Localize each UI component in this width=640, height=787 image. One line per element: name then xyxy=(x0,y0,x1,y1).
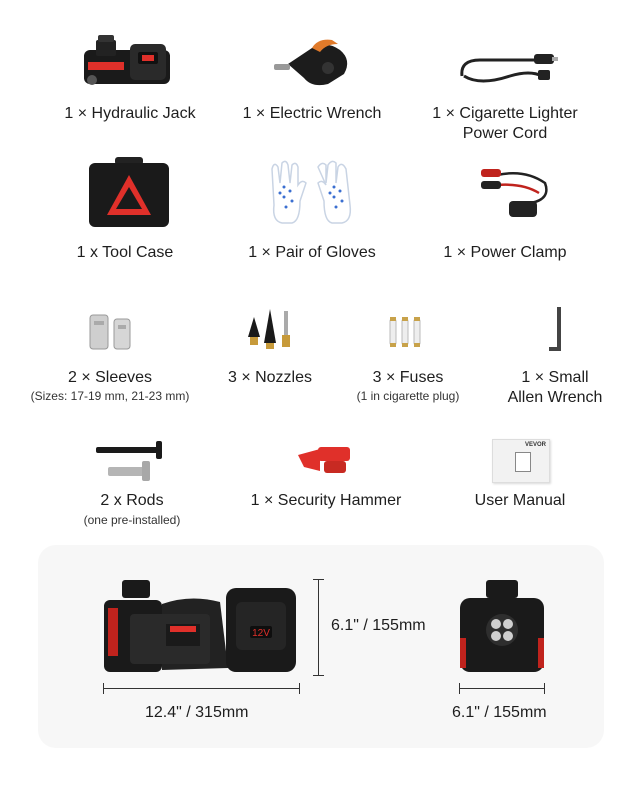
height-tick-bottom xyxy=(313,675,324,676)
electric-wrench-icon xyxy=(268,34,358,92)
width-dimension-line xyxy=(459,688,545,689)
user-manual-icon xyxy=(492,439,550,483)
item-hydraulic-jack xyxy=(40,28,220,128)
sleeves-icon xyxy=(88,311,134,353)
item-gloves xyxy=(222,155,402,265)
item-label: 1 x Tool Case xyxy=(76,244,174,261)
item-power-clamp xyxy=(415,155,595,265)
item-label: 1 × Cigarette Lighter xyxy=(432,105,578,122)
length-tick-right xyxy=(299,683,300,694)
width-tick-right xyxy=(544,683,545,694)
power-clamp-icon xyxy=(475,163,559,223)
item-rods xyxy=(42,435,222,530)
item-user-manual xyxy=(430,435,610,515)
height-label: 6.1" / 155mm xyxy=(331,617,426,634)
nozzles-icon xyxy=(244,307,300,353)
jack-front-view xyxy=(456,578,548,676)
tool-case-icon xyxy=(87,155,171,229)
length-tick-left xyxy=(103,683,104,694)
height-dimension-line xyxy=(318,579,319,676)
item-label: 1 × Hydraulic Jack xyxy=(64,105,196,122)
item-note: (1 in cigarette plug) xyxy=(356,389,460,403)
height-tick-top xyxy=(313,579,324,580)
item-power-cord xyxy=(410,28,600,148)
item-label: 3 × Nozzles xyxy=(227,369,313,386)
item-label: 1 × Pair of Gloves xyxy=(248,244,376,261)
item-label: 1 × Small xyxy=(521,369,589,386)
security-hammer-icon xyxy=(294,441,358,479)
item-note: (one pre-installed) xyxy=(83,513,181,527)
item-label: 2 x Rods xyxy=(100,492,164,509)
allen-wrench-icon xyxy=(543,305,567,357)
item-label: 2 × Sleeves xyxy=(67,369,153,386)
item-label: 1 × Electric Wrench xyxy=(242,105,382,122)
jack-side-view xyxy=(100,578,300,676)
power-cord-icon xyxy=(450,40,560,90)
item-allen-wrench xyxy=(465,305,640,405)
item-label: User Manual xyxy=(474,492,566,509)
manual-brand-text: VEVOR xyxy=(524,442,546,448)
item-label: 1 × Security Hammer xyxy=(250,492,402,509)
width-label: 6.1" / 155mm xyxy=(452,704,547,721)
rods-icon xyxy=(94,439,168,483)
item-electric-wrench xyxy=(222,28,402,128)
item-label-line2: Power Cord xyxy=(462,125,548,142)
hydraulic-jack-icon xyxy=(78,32,176,94)
item-label: 1 × Power Clamp xyxy=(443,244,567,261)
item-note: (Sizes: 17-19 mm, 21-23 mm) xyxy=(30,389,190,403)
gloves-icon xyxy=(264,157,360,227)
length-label: 12.4" / 315mm xyxy=(145,704,249,721)
voltage-badge: 12V xyxy=(252,628,270,639)
width-tick-left xyxy=(459,683,460,694)
item-sleeves xyxy=(20,305,200,405)
item-label-line2: Allen Wrench xyxy=(507,389,603,406)
item-label: 3 × Fuses xyxy=(372,369,444,386)
length-dimension-line xyxy=(103,688,300,689)
fuses-icon xyxy=(386,313,426,349)
item-tool-case xyxy=(35,155,215,265)
item-security-hammer xyxy=(236,435,416,515)
